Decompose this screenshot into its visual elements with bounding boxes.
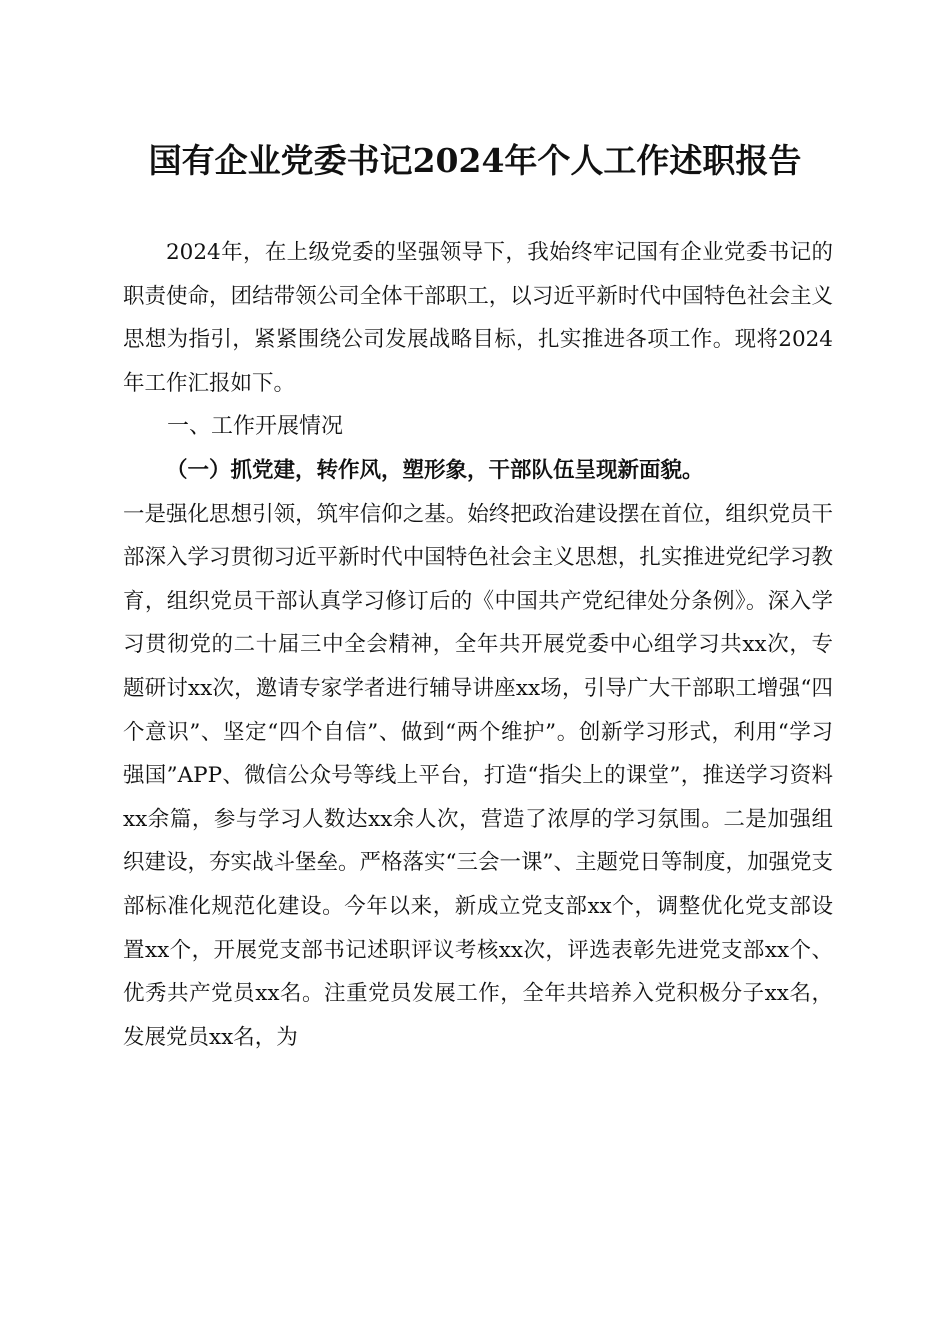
section-heading: 一、工作开展情况	[167, 414, 344, 440]
intro-paragraph: 2024年，在上级党委的坚强领导下，我始终牢记国有企业党委书记的职责使命，团结带领公司全体干部职工，以习近平新时代中国特色社会主义思想为指引，紧紧围绕公司发展战略目标，扎实推进各项工作。现将2024年工作汇报如下。	[123, 240, 833, 396]
subsection-paragraph: 一是强化思想引领，筑牢信仰之基。始终把政治建设摆在首位，组织党员干部深入学习贯彻习近平新时代中国特色社会主义思想，扎实推进党纪学习教育，组织党员干部认真学习修订后的《中国共产党纪律处分条例》。深入学习贯彻党的二十届三中全会精神，全年共开展党委中心组学习共xx次，专题研讨xx次，邀请专家学者进行辅导讲座xx场，引导广大干部职工增强“四个意识”、坚定“四个自信”、做到“两个维护”。创新学习形式，利用“学习强国”APP、微信公众号等线上平台，打造“指尖上的课堂”，推送学习资料xx余篇，参与学习人数达xx余人次，营造了浓厚的学习氛围。二是加强组织建设，夯实战斗堡垒。严格落实“三会一课”、主题党日等制度，加强党支部标准化规范化建设。今年以来，新成立党支部xx个，调整优化党支部设置xx个，开展党支部书记述职评议考核xx次，评选表彰先进党支部xx个、优秀共产党员xx名。注重党员发展工作，全年共培养入党积极分子xx名，发展党员xx名，为	[123, 501, 833, 1050]
subsection-heading: （一）抓党建，转作风，塑形象，干部队伍呈现新面貌。	[166, 457, 704, 483]
document-title: 国有企业党委书记2024年个人工作述职报告	[148, 141, 802, 180]
document-body	[123, 231, 833, 1059]
